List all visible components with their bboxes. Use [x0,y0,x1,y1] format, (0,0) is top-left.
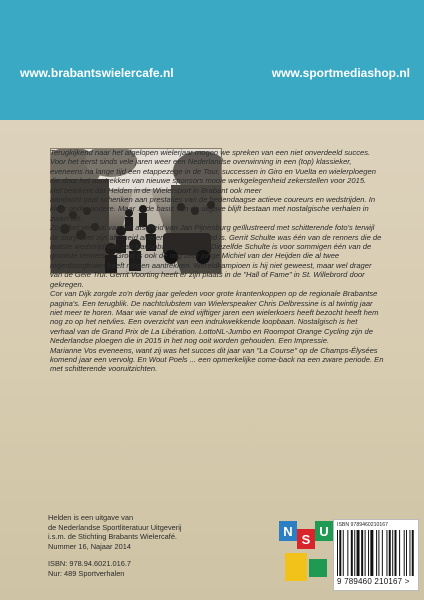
barcode-bar [354,530,355,576]
barcode-isbn-label: ISBN 9789460210167 [337,522,389,528]
publisher-line-4: Nummer 16, Najaar 2014 [48,541,131,551]
barcode-bar [368,530,369,576]
barcode-bar [361,530,363,576]
barcode-digits: 9 789460 210167 > [337,577,410,586]
publisher-info [48,513,182,579]
paragraph-van-dijk: Cor van Dijk zorgde zo'n dertig jaar geleden voor grote krantenkoppen op de regionale Brabantse pagina's. Een terugblik. De nachtclubstem van Wielerspeaker Chris Delbressine is al twintig jaar niet meer te horen. Maar wie vanaf de eind vijftiger jaren een wielerkoers heeft bezocht heeft hem nog zo op het netvlies. Een overzicht van een indrukwekkende loopbaan. Nostalgisch is het verhaal van de Grand Prix de La Libération. LottoNL-Jumbo en Roompot Orange Cycling zijn de Nederlandse ploegen die in 2015 in het nog ooit worden gehouden. Een Impressie. [50,289,379,346]
nsu-logo [279,521,333,583]
logo-letter-u: U [319,524,329,539]
barcode-bar [337,530,338,576]
publisher-line-2: de Nederlandse Sportliteratuur Uitgeverij [48,522,182,532]
nur-text: Nur: 489 Sportverhalen [48,568,125,578]
paragraph-intro: Terugkijkend naar het afgelopen wielerjaar mogen we spreken van een niet onverdeeld succes. Voor het eerst sinds vele jaren weer een Nederlandse overwinning in een (top) klassieker, eveneens na lange tijd een etappezege in de Tour, successen in Giro en Vuelta en wielerploegen die door het aantrekken van nieuwe sponsors mooie werkgelegenheid zekerstellen voor 2015. [50,148,376,186]
top-banner [0,0,424,120]
logo-letter-n: N [283,524,293,539]
barcode-bar [399,530,400,576]
barcode-bar [404,530,405,576]
logo-letter-s: S [301,532,311,547]
barcode-bar [395,530,397,576]
url-sportmediashop[interactable]: www.sportmediashop.nl [271,66,410,80]
barcode-bar [365,530,366,576]
barcode-bar [409,530,410,576]
barcode-bar [389,530,391,576]
barcode-bar [370,530,373,576]
url-brabantswielercafe[interactable]: www.brabantswielercafe.nl [20,66,174,80]
barcode-bar [376,530,377,576]
paragraph-helden-start: Het betekent dat Helden in de Wielersport in Brabant ook meer [50,185,262,195]
barcode-bar [351,530,353,576]
body-text [50,148,384,374]
paragraph-vos: Marianne Vos eveneens, want zij was het succes dit jaar van "La Course" op de Champs-Élysées komend jaar een vervolg. En Wout Poels ... een opmerkelijke come-back na een zware periode. En met schitterende vooruitzichten. [50,345,384,374]
barcode-bar [392,530,393,576]
barcode-bar [378,530,379,576]
isbn-text: ISBN: 978.94.6021.016.7 [48,559,132,569]
barcode-bars [337,530,415,576]
barcode-bar [412,530,414,576]
paragraph-pijnenburg: Zo is het verhaal van het afscheid van Jan Pijnenburg geïllustreerd met schitterende foto's terwijl de story over zijn afscheid al even indrukwekkend is. Gerrit Schulte was één van de renners die de laatste wedstrijd van Jan Kanonbal opluisterde. Diezelfde Schulte is voor sommigen één van de grootste renners ... Groot is ook de nog zeer jonge Michiel van der Heijden die al twee regenboogtruien heeft mogen aantrekken. Wereldkampioen is hij niet geweest, maar wel drager van de Gele Trui. Gerrit Voorting heeft er zijn plaats in de "Hall of Fame" in St. Willebrord door gekregen. [50,223,382,289]
barcode-bar [382,530,383,576]
publisher-line-1: Helden is een uitgave van [48,513,134,522]
isbn-barcode [333,519,419,591]
barcode-bar [343,530,344,576]
barcode-bar [386,530,387,576]
publisher-line-3: i.s.m. de Stichting Brabants Wielercafé. [48,532,177,542]
paragraph-helden-rest: aandacht gaat schenken aan prestaties van de hedendaagse actieve coureurs en wedstrijden. In kleur onder andere. Maar ... de basis van de uitgave blijft bestaan met nostalgische verhalen in zwart-wit. [50,195,376,223]
barcode-bar [406,530,407,576]
barcode-bar [347,530,348,576]
barcode-bar [339,530,341,576]
barcode-bar [357,530,360,576]
